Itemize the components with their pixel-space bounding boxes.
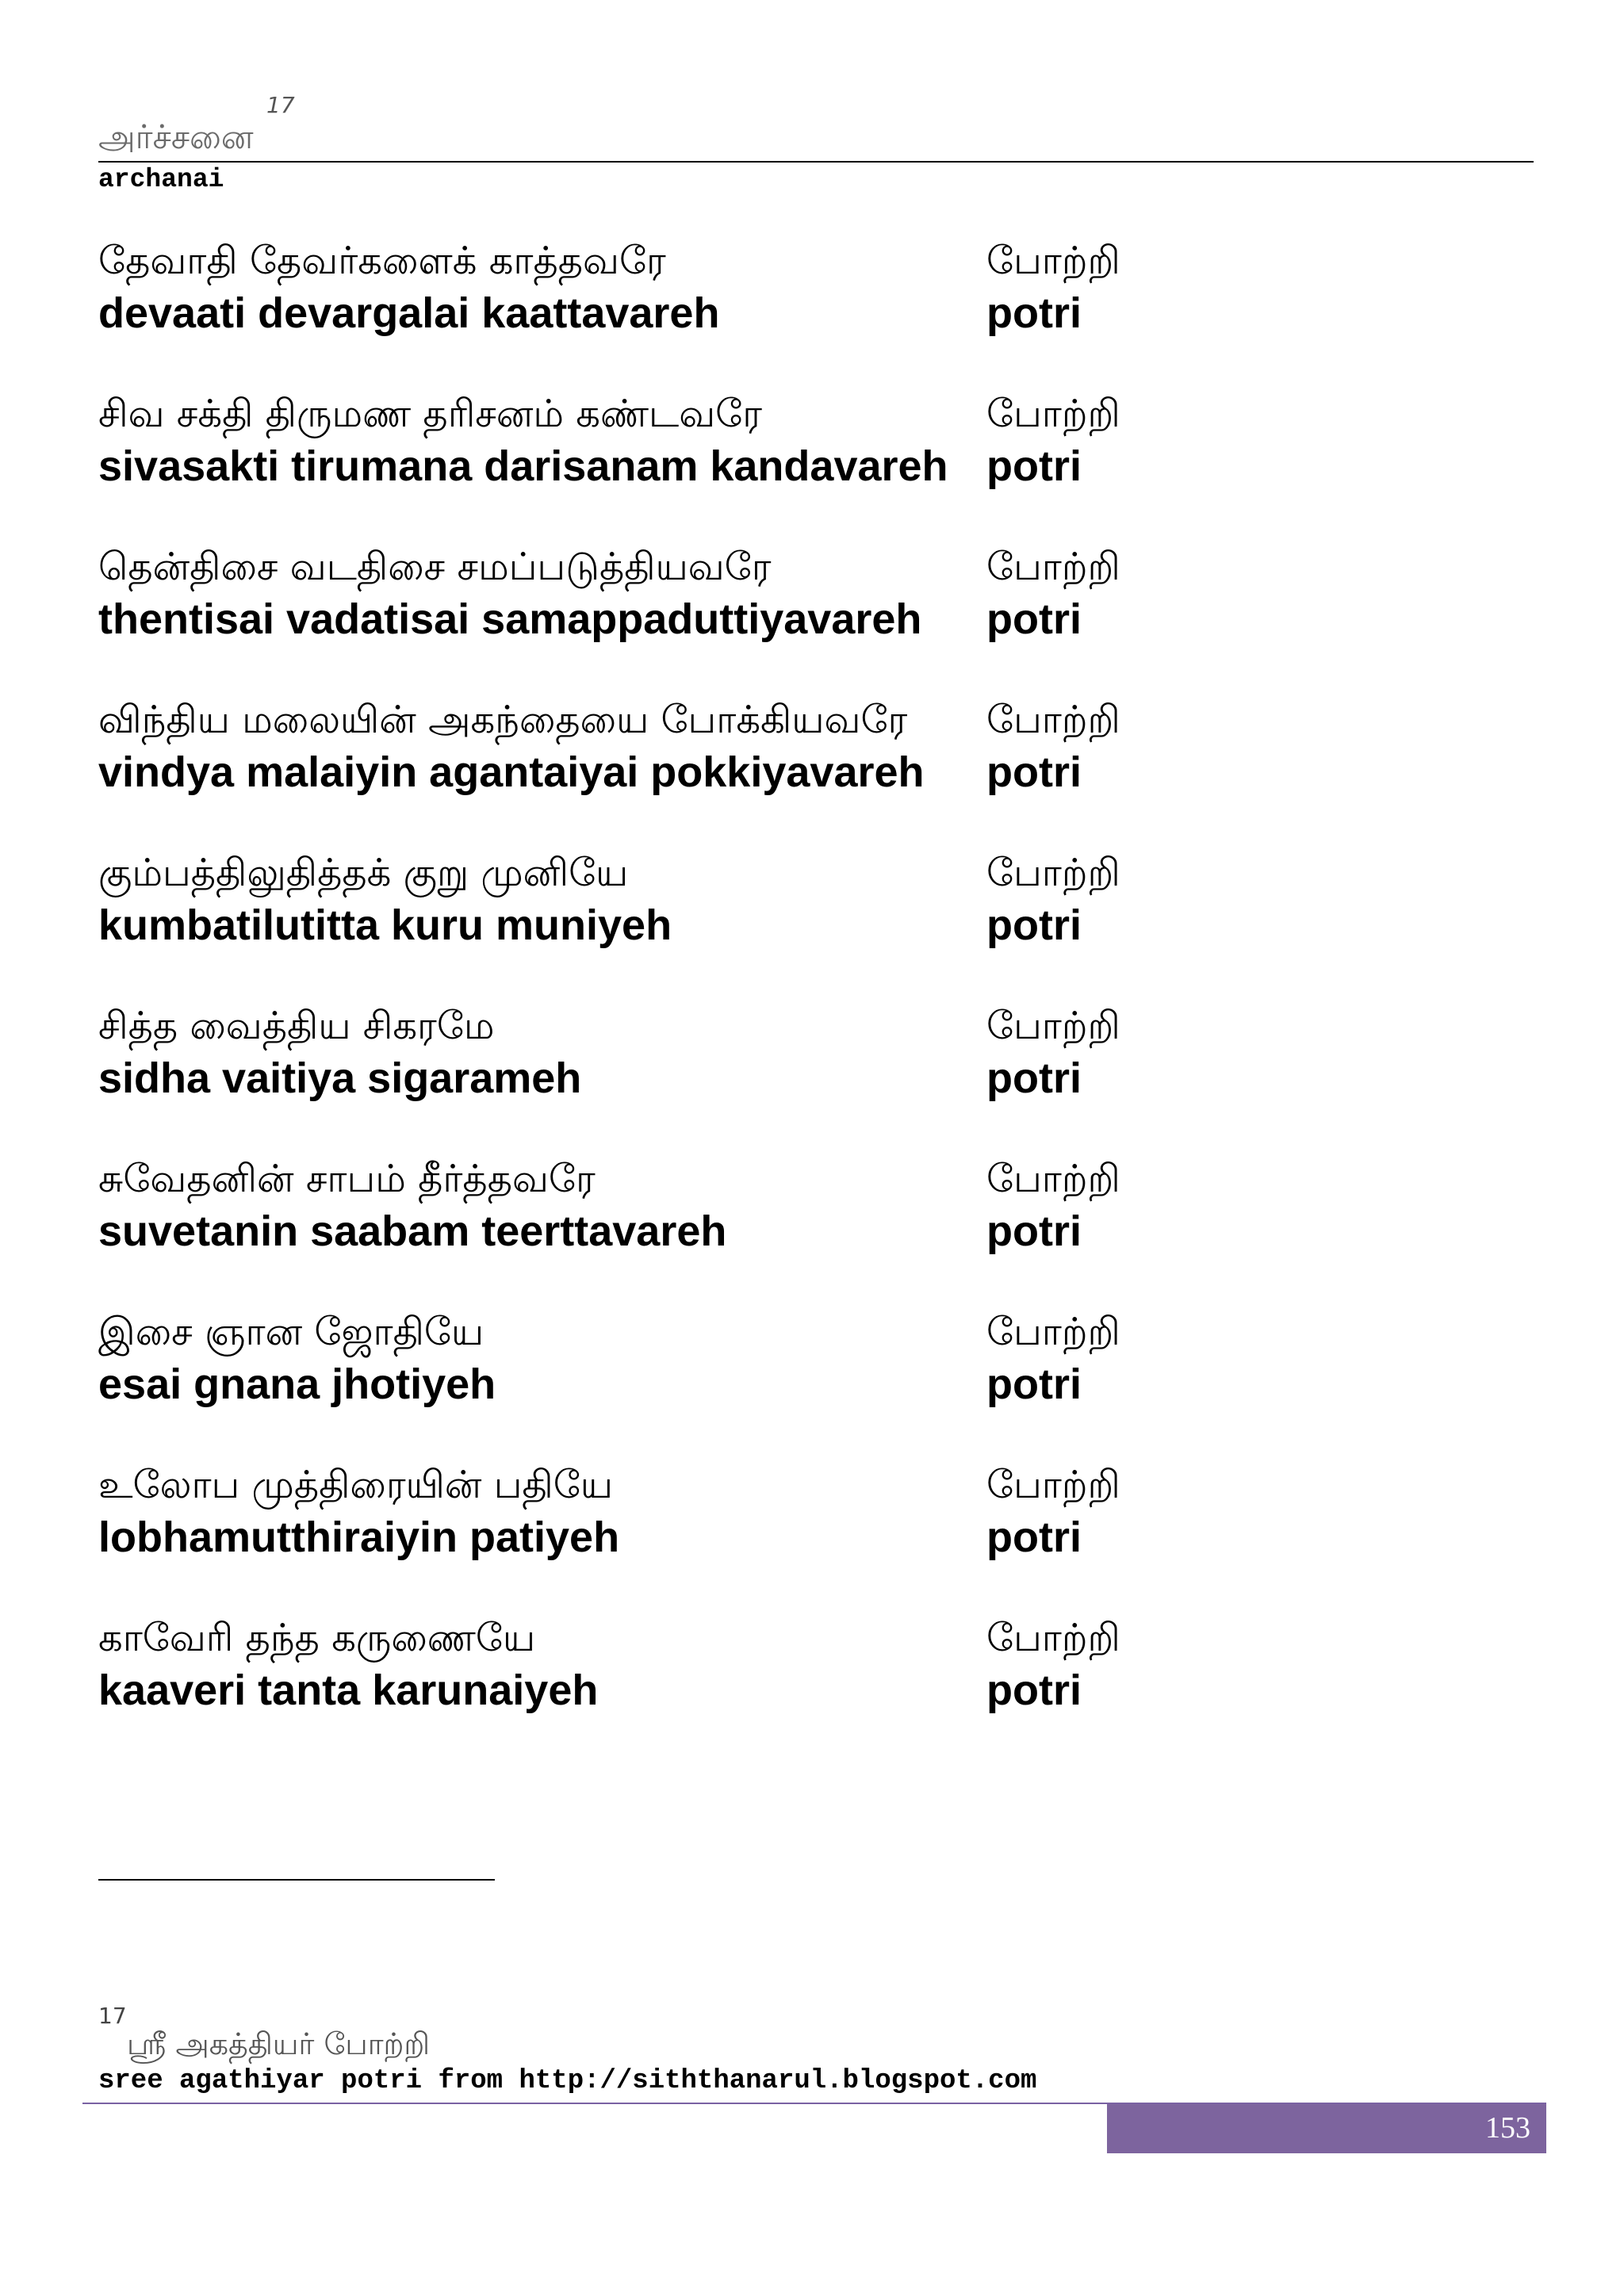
verse-tamil-refrain: போற்றி [986, 392, 1120, 436]
verse [98, 1306, 1288, 1459]
verse-english-refrain: potri [986, 1207, 1082, 1255]
verse-english: sidha vaitiya sigarameh [98, 1054, 582, 1102]
verse [98, 1000, 1288, 1153]
footnote-tamil: ஸ்ரீ அகத்தியர் போற்றி [127, 2026, 431, 2061]
verse-english-refrain: potri [986, 748, 1082, 796]
verse-english-refrain: potri [986, 1054, 1082, 1102]
verse-english: vindya malaiyin agantaiyai pokkiyavareh [98, 748, 925, 796]
verse [98, 694, 1288, 847]
verse [98, 235, 1288, 388]
footnote-separator [98, 1879, 495, 1881]
verse-english-refrain: potri [986, 1513, 1082, 1561]
verse [98, 388, 1288, 541]
verse-english-refrain: potri [986, 901, 1082, 949]
verse-english-refrain: potri [986, 1360, 1082, 1408]
verse-tamil: சித்த வைத்திய சிகரமே [98, 1004, 495, 1048]
verse-english-refrain: potri [986, 595, 1082, 643]
verse-english-refrain: potri [986, 1667, 1082, 1714]
verse-list [98, 235, 1288, 1765]
verse-tamil: இசை ஞான ஜோதியே [98, 1310, 485, 1354]
verse-english: sivasakti tirumana darisanam kandavareh [98, 442, 948, 490]
verse-tamil-refrain: போற்றி [986, 851, 1120, 895]
verse-tamil: காவேரி தந்த கருணையே [98, 1616, 536, 1660]
verse [98, 1153, 1288, 1306]
verse [98, 1612, 1288, 1765]
verse-tamil-refrain: போற்றி [986, 239, 1120, 283]
verse-tamil-refrain: போற்றி [986, 545, 1120, 589]
verse-tamil: தென்திசை வடதிசை சமப்படுத்தியவரே [98, 545, 772, 589]
verse-tamil-refrain: போற்றி [986, 1310, 1120, 1354]
verse-english: suvetanin saabam teerttavareh [98, 1207, 727, 1255]
verse-tamil-refrain: போற்றி [986, 1616, 1120, 1660]
verse [98, 541, 1288, 694]
verse [98, 1459, 1288, 1612]
header-footnote-ref: 17 [266, 92, 295, 118]
verse-tamil: விந்திய மலையின் அகந்தையை போக்கியவரே [98, 698, 908, 742]
header-tamil-title: அர்ச்சனை [98, 117, 254, 156]
verse-tamil: சுவேதனின் சாபம் தீர்த்தவரே [98, 1157, 596, 1201]
verse-english: devaati devargalai kaattavareh [98, 289, 720, 337]
verse-tamil-refrain: போற்றி [986, 1463, 1120, 1507]
page-number: 153 [1485, 2111, 1530, 2145]
verse-english: esai gnana jhotiyeh [98, 1360, 496, 1408]
verse-tamil: உலோப முத்திரையின் பதியே [98, 1463, 613, 1507]
header-rule [98, 161, 1534, 163]
verse-english-refrain: potri [986, 442, 1082, 490]
footnote-number: 17 [98, 2003, 127, 2029]
verse-english-refrain: potri [986, 289, 1082, 337]
verse-english: kaaveri tanta karunaiyeh [98, 1667, 599, 1714]
page-number-box [1107, 2104, 1546, 2153]
verse-tamil: கும்பத்திலுதித்தக் குறு முனியே [98, 851, 629, 895]
verse-english: thentisai vadatisai samappaduttiyavareh [98, 595, 922, 643]
footnote-english: sree agathiyar potri from http://siththanarul.blogspot.com [98, 2066, 1037, 2096]
verse-tamil-refrain: போற்றி [986, 1004, 1120, 1048]
verse-tamil-refrain: போற்றி [986, 698, 1120, 742]
verse-english: kumbatilutitta kuru muniyeh [98, 901, 672, 949]
verse-english: lobhamutthiraiyin patiyeh [98, 1513, 620, 1561]
verse-tamil-refrain: போற்றி [986, 1157, 1120, 1201]
verse [98, 847, 1288, 1000]
verse-tamil: சிவ சக்தி திருமண தரிசனம் கண்டவரே [98, 392, 763, 436]
verse-tamil: தேவாதி தேவர்களைக் காத்தவரே [98, 239, 666, 283]
header-english-title: archanai [98, 165, 224, 194]
